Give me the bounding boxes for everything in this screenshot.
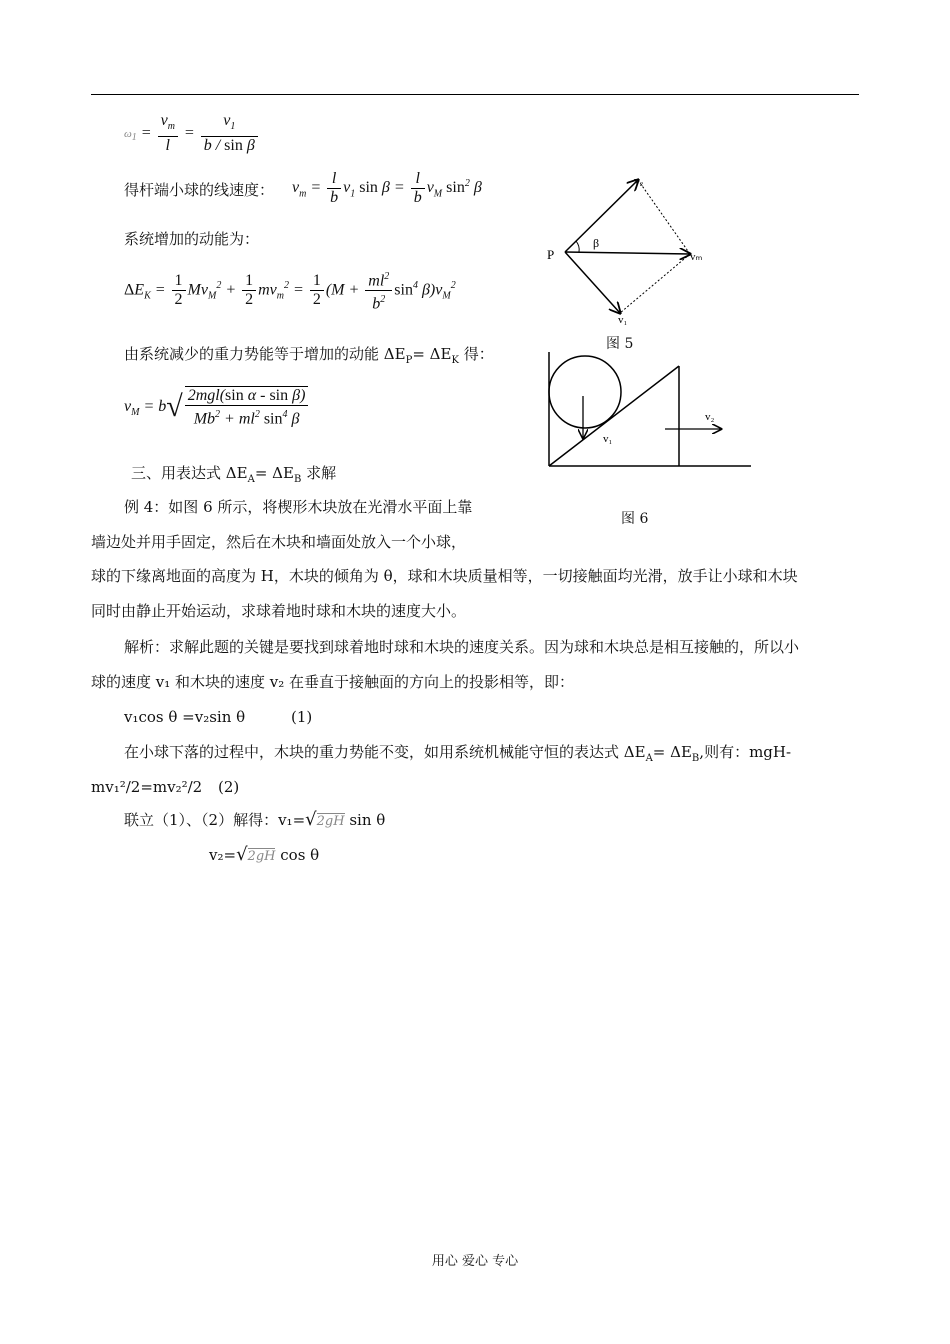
ball [549,356,621,428]
beta-arc [576,241,579,252]
vector-vm [565,252,690,254]
equation-1: v₁cos θ =v₂sin θ [124,708,246,726]
figure-6 [545,350,755,470]
wedge-slope [549,366,679,466]
equation-2-number: (2) [218,778,240,796]
label-v2: v₂ [634,175,644,187]
figure-6-caption: 图 6 [621,511,649,527]
example4-line4: 同时由静止开始运动，求球着地时球和木块的速度大小。 [91,602,467,620]
label-beta: β [593,236,600,250]
solve-v1: 联立（1）、（2）解得：v₁=√2gH sin θ [124,809,386,830]
label-v2: v₂ [705,411,715,423]
analysis-line2: 球的速度 v₁ 和木块的速度 v₂ 在垂直于接触面的方向上的投影相等，即： [91,673,575,691]
label-v1: v₁ [603,433,613,445]
para-ke-added: 系统增加的动能为： [124,230,260,248]
para-energy-eq: 由系统减少的重力势能等于增加的动能 $\Delta E_P= \Delta E_K$ 得： [124,345,494,366]
dotted-v2-vm [638,180,690,254]
equation-1-number: (1) [291,708,313,726]
example4-line3: 球的下缘离地面的高度为 H，木块的倾角为 θ，球和木块质量相等，一切接触面均光滑，放手让小球和木块 [91,567,798,585]
omega-formula: $\omega_1$ = $\frac{v_m}{l}$ = $\frac{v_1}{\text{b / sin β}}$ [124,112,260,155]
figure-5 [540,170,720,330]
analysis-line1: 解析：求解此题的关键是要找到球着地时球和木块的速度关系。因为球和木块总是相互接触的，所以小 [124,638,800,656]
para-speed: 得杆端小球的线速度： [124,181,275,199]
vm-formula: $v_M = b√$ $\frac{\text{2mgl(sin α - sin β)}}{Mb^2 + ml^2 \sin^4 \beta}$ [124,386,310,428]
vector-v1 [565,252,620,313]
header-rule [91,94,859,95]
figure-5-caption: 图 5 [606,336,634,352]
ke-formula: $\Delta E_K$ = $\frac{1}{2}$ $Mv_M^2$ + $\frac{1}{2}$ $mv_m^2$ = $\frac{1}{2}$ (M + $\frac{ml^2}{b^2}$ $\sin^4 \beta)v_M^2$ [124,268,456,314]
label-p: P [547,247,555,262]
section-three: 三、用表达式 $\Delta E_A= \Delta E_B$ 求解 [131,464,337,485]
label-v1: v₁ [618,314,628,326]
footer: 用心 爱心 专心 [431,1254,519,1269]
dotted-vm-v1 [620,254,690,313]
para-fall: 在小球下落的过程中，木块的重力势能不变，如用系统机械能守恒的表达式 $\Delta E_A= \Delta E_B$,则有：mgH- [124,743,792,764]
speed-formula: $v_m$ = $\frac{l}{b}$ $v_1$ sin β = $\frac{l}{b}$ $v_M$ $\sin^2 \beta$ [292,170,482,206]
solve-v2: v₂=√2gH cos θ [209,844,320,865]
example4-line2: 墙边处并用手固定，然后在木块和墙面处放入一个小球， [91,533,467,551]
label-vm: vₘ [690,251,703,263]
example4-line1: 例 4：如图 6 所示，将楔形木块放在光滑水平面上靠 [124,498,473,516]
equation-2: mv₁²/2=mv₂²/2 [91,778,203,796]
